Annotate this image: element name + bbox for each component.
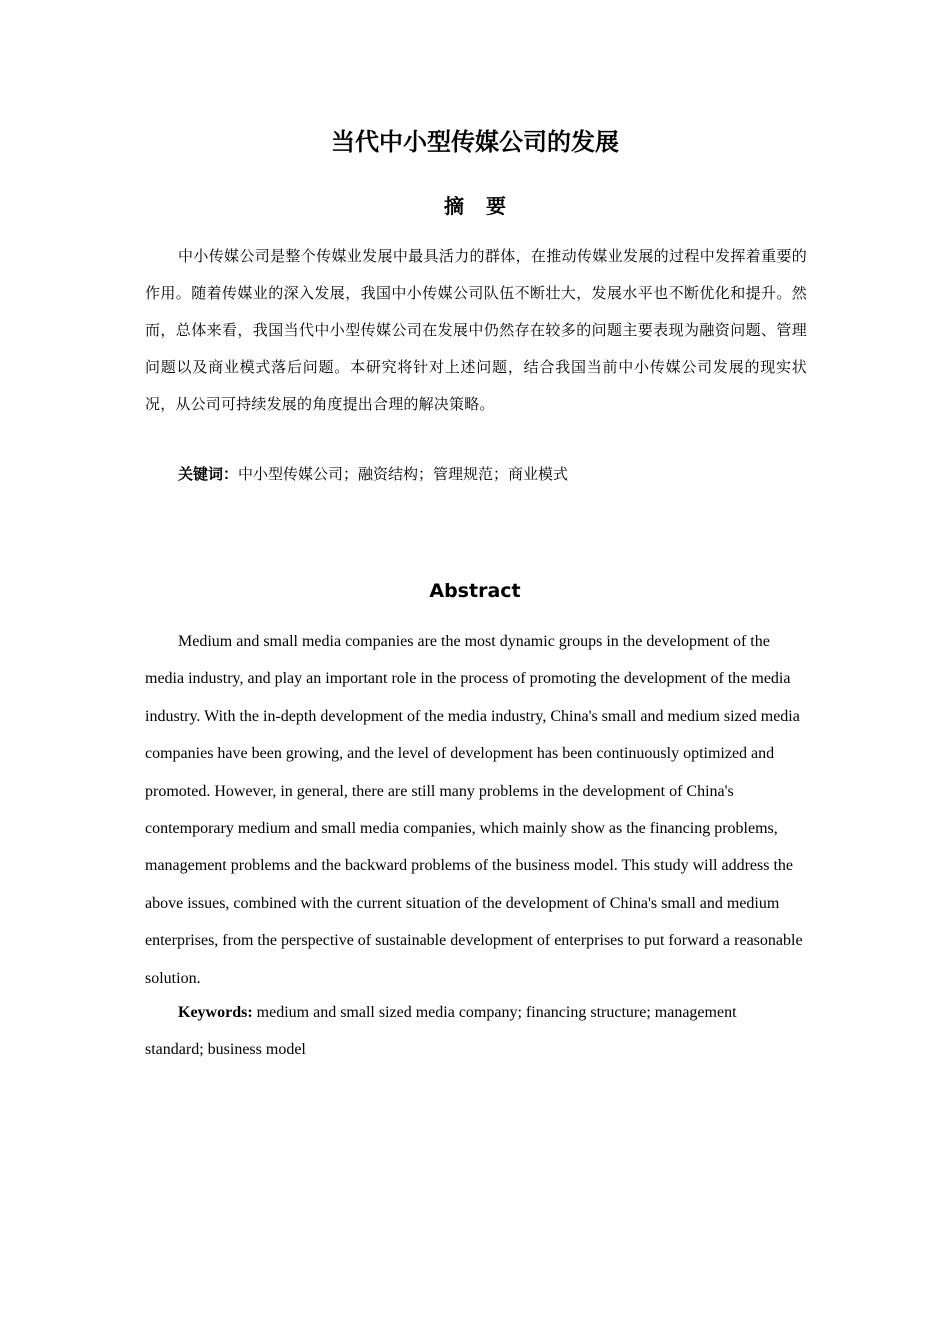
english-keywords-list: medium and small sized media company; financing structure; management standard; business model	[145, 1004, 737, 1059]
chinese-keywords-label: 关键词：	[178, 465, 239, 483]
chinese-keywords	[178, 458, 568, 490]
chinese-abstract-body: 中小传媒公司是整个传媒业发展中最具活力的群体，在推动传媒业发展的过程中发挥着重要的作用。随着传媒业的深入发展，我国中小传媒公司队伍不断壮大，发展水平也不断优化和提升。然而，总体来看，我国当代中小型传媒公司在发展中仍然存在较多的问题主要表现为融资问题、管理问题以及商业模式落后问题。本研究将针对上述问题，结合我国当前中小传媒公司发展的现实状况，从公司可持续发展的角度提出合理的解决策略。	[145, 247, 807, 413]
english-abstract-heading: Abstract	[429, 580, 521, 602]
paper-title: 当代中小型传媒公司的发展	[331, 128, 619, 156]
chinese-keywords-list: 中小型传媒公司；融资结构；管理规范；商业模式	[238, 465, 569, 483]
english-keywords-label: Keywords:	[178, 1004, 253, 1021]
english-abstract-body: Medium and small media companies are the most dynamic groups in the development of the media industry, and play an important role in the process of promoting the development of the media industry. With the in-depth development of the media industry, China's small and medium sized media companies have been growing, and the level of development has been continuously optimized and promoted. However, in general, there are still many problems in the development of China's contemporary medium and small media companies, which mainly show as the financing problems, management problems and the backward problems of the business model. This study will address the above issues, combined with the current situation of the development of China's small and medium enterprises, from the perspective of sustainable development of enterprises to put forward a reasonable solution.	[145, 633, 803, 987]
english-keywords	[145, 994, 785, 1069]
chinese-abstract-heading: 摘要	[444, 194, 528, 218]
